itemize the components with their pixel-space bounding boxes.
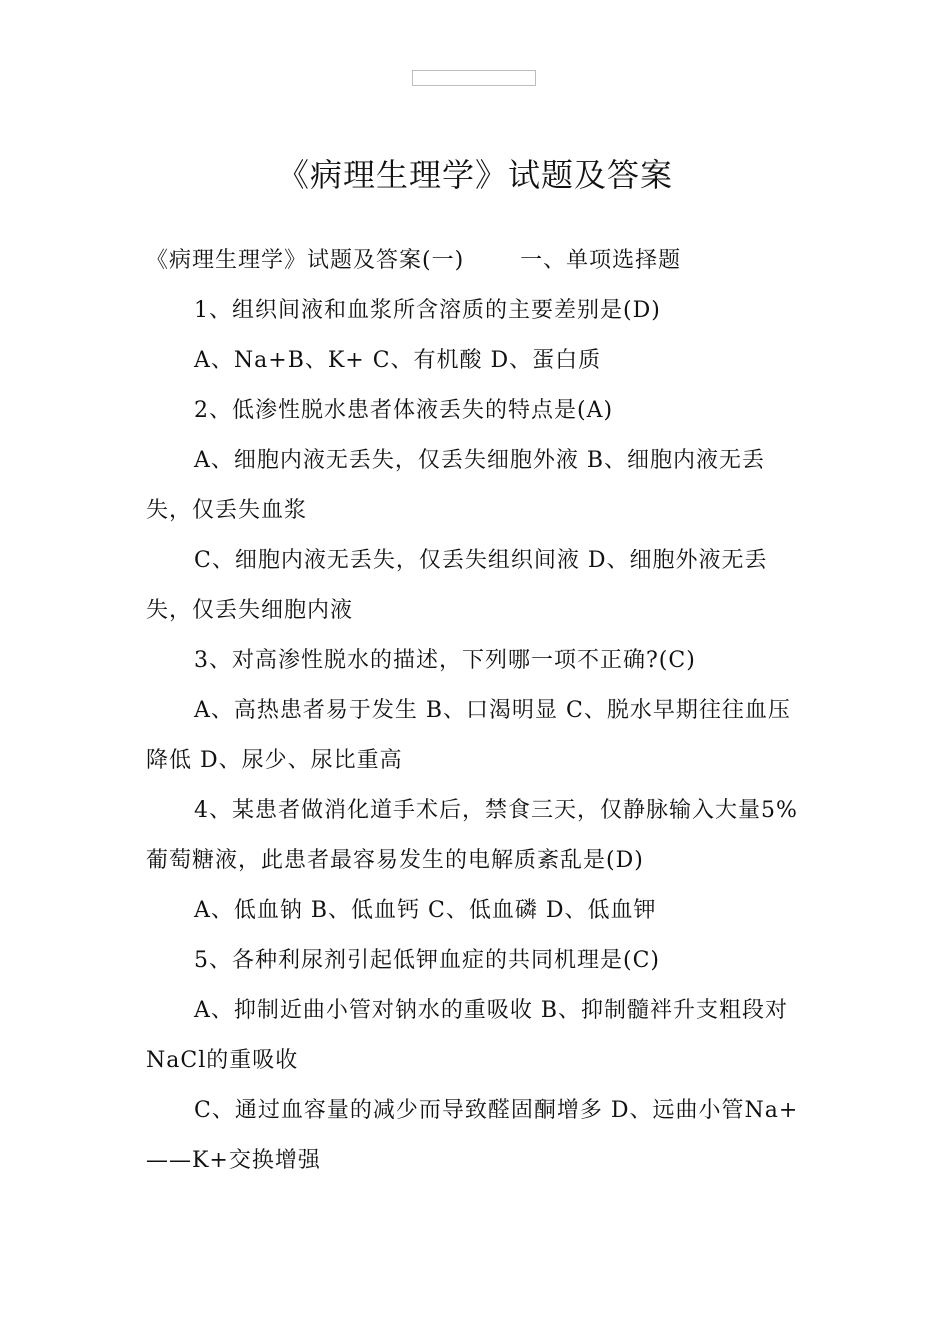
question-2-options-cd: C、细胞内液无丢失，仅丢失组织间液 D、细胞外液无丢失，仅丢失细胞内液	[146, 548, 768, 623]
question-1-options: A、Na+B、K+ C、有机酸 D、蛋白质	[194, 348, 602, 373]
question-3: 3、对高渗性脱水的描述，下列哪一项不正确?(C)	[194, 648, 696, 673]
header-placeholder-box	[412, 70, 536, 86]
document-subtitle-line	[146, 236, 808, 286]
document-body	[146, 236, 808, 1186]
question-2-options-ab: A、细胞内液无丢失，仅丢失细胞外液 B、细胞内液无丢失，仅丢失血浆	[146, 448, 766, 523]
section-heading: 一、单项选择题	[520, 248, 682, 273]
document-subtitle: 《病理生理学》试题及答案(一)	[146, 248, 465, 273]
question-5-options-cd: C、通过血容量的减少而导致醛固酮增多 D、远曲小管Na+——K+交换增强	[146, 1098, 799, 1173]
question-5-options-ab: A、抑制近曲小管对钠水的重吸收 B、抑制髓袢升支粗段对NaCl的重吸收	[146, 998, 789, 1073]
question-4-options: A、低血钠 B、低血钙 C、低血磷 D、低血钾	[194, 898, 657, 923]
document-title: 《病理生理学》试题及答案	[276, 156, 673, 194]
question-2: 2、低渗性脱水患者体液丢失的特点是(A)	[194, 398, 614, 423]
question-3-options: A、高热患者易于发生 B、口渴明显 C、脱水早期往往血压降低 D、尿少、尿比重高	[146, 698, 791, 773]
question-1: 1、组织间液和血浆所含溶质的主要差别是(D)	[194, 298, 661, 323]
question-4: 4、某患者做消化道手术后，禁食三天，仅静脉输入大量5%葡萄糖液，此患者最容易发生的电解质紊乱是(D)	[146, 798, 798, 873]
question-5: 5、各种利尿剂引起低钾血症的共同机理是(C)	[194, 948, 660, 973]
